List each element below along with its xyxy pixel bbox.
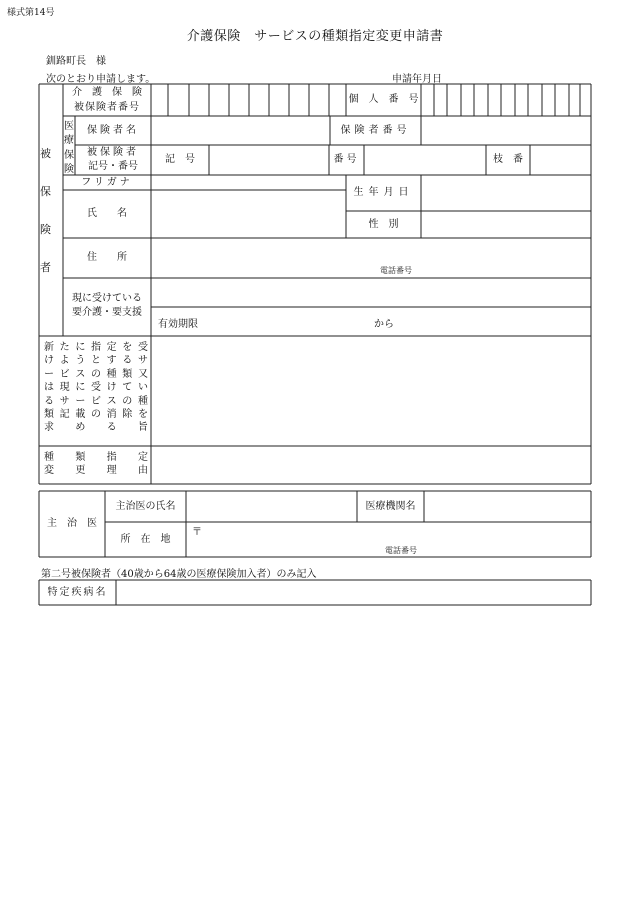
secondary-insured-note: 第二号被保険者（40歳から64歳の医療保険加入者）のみ記入 — [41, 569, 317, 580]
form-number: 様式第14号 — [7, 8, 55, 18]
insurance-number-label-line2: 被保険者番号 — [74, 101, 140, 113]
text-line: 求 め る 旨 — [44, 422, 148, 434]
insured-char: 被 — [40, 147, 51, 160]
text-line: け よ う と す る サ — [44, 355, 148, 367]
birthdate-label: 生年月日 — [353, 187, 414, 198]
branch-label: 枝 番 — [493, 154, 523, 165]
doctor-location-label: 所 在 地 — [120, 533, 171, 545]
medical-char: 保 — [64, 150, 74, 161]
application-date-label: 申請年月日 — [392, 74, 442, 85]
insured-char: 険 — [40, 223, 51, 236]
text-line: 変 更 理 由 — [44, 465, 148, 477]
insured-symbol-label-line2: 記号・番号 — [88, 161, 138, 172]
valid-period-label: 有効期限 — [158, 319, 198, 330]
care-level-label-line1: 現に受けている — [72, 293, 142, 304]
number-label: 番号 — [333, 154, 360, 165]
text-line: ー ビ ス の 種 類 又 — [44, 368, 148, 380]
address-label: 住 所 — [87, 252, 127, 263]
medical-char: 険 — [64, 164, 74, 175]
page-title: 介護保険 サービスの種類指定変更申請書 — [186, 29, 444, 44]
institution-name-label: 医療機関名 — [365, 500, 416, 512]
specific-disease-label: 特定疾病名 — [47, 586, 108, 598]
text-line: 類 記 載 の 消 除 を — [44, 409, 148, 421]
insured-char: 保 — [40, 185, 51, 198]
care-level-label-line2: 要介護・要支援 — [72, 307, 142, 318]
text-line: は 現 に 受 け て い — [44, 382, 148, 394]
text-line: る サ ー ビ ス の 種 — [44, 395, 148, 407]
doctor-phone-label: 電話番号 — [385, 546, 417, 555]
doctor-name-label: 主治医の氏名 — [115, 500, 176, 512]
text-line: 種 類 指 定 — [44, 452, 148, 463]
doctor-section-label: 主 治 医 — [47, 518, 97, 529]
medical-char: 療 — [64, 135, 74, 146]
symbol-label: 記 号 — [165, 154, 195, 165]
personal-number-label: 個 人 番 号 — [348, 94, 419, 105]
name-label: 氏 名 — [87, 208, 127, 219]
text-line: 新 た に 指 定 を 受 — [44, 342, 148, 353]
insurer-number-label: 保険者番号 — [340, 124, 411, 136]
gender-label: 性 別 — [368, 218, 399, 230]
intro-text: 次のとおり申請します。 — [46, 74, 156, 85]
postal-mark: 〒 — [192, 527, 202, 538]
medical-char: 医 — [64, 121, 74, 132]
change-reason-label — [44, 451, 148, 478]
insurer-name-label: 保険者名 — [87, 124, 139, 136]
valid-from-label: から — [374, 319, 394, 330]
service-request-label — [44, 341, 148, 435]
insurance-number-label-line1: 介 護 保 険 — [72, 86, 142, 98]
address-phone-label: 電話番号 — [380, 266, 412, 275]
furigana-label: フリガナ — [81, 176, 133, 188]
addressee: 釧路町長 様 — [46, 56, 106, 67]
insured-char: 者 — [40, 261, 51, 274]
insured-symbol-label-line1: 被保険者 — [87, 147, 139, 158]
